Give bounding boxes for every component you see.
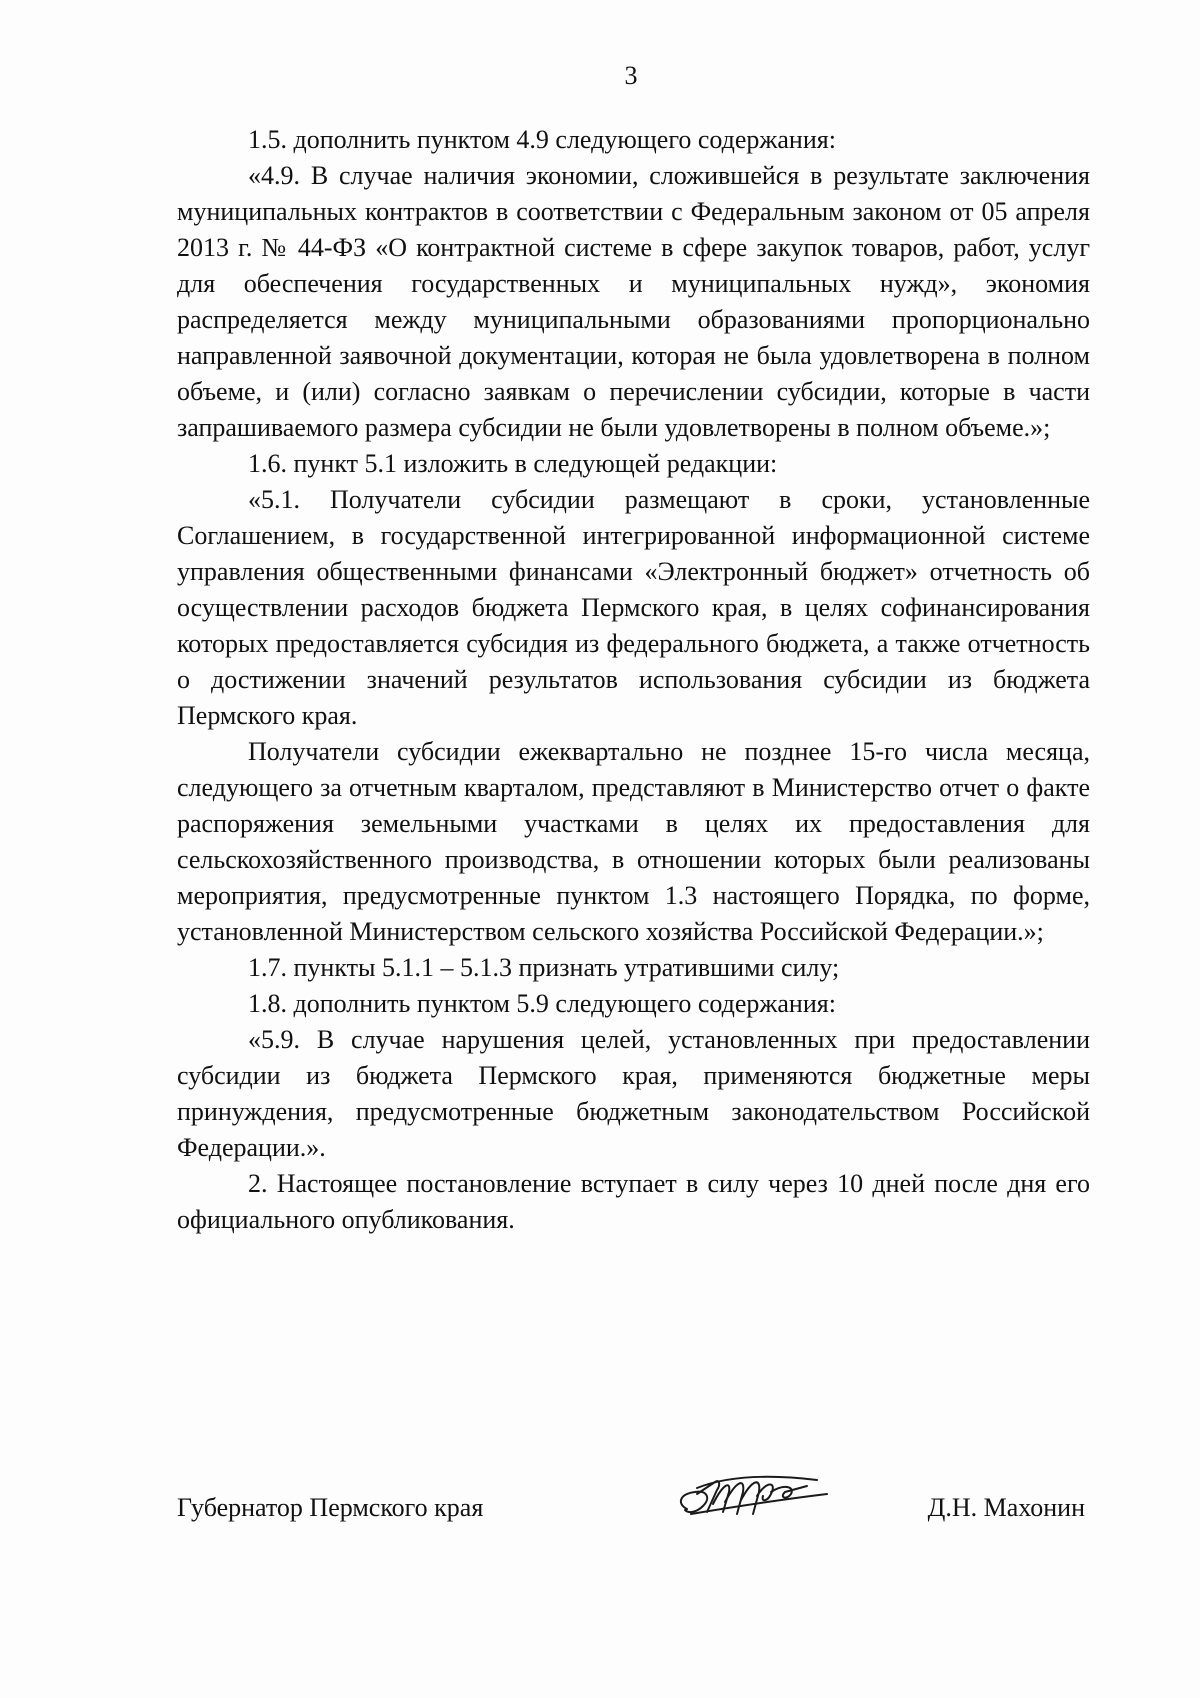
paragraph-1-5: 1.5. дополнить пунктом 4.9 следующего содержания: (248, 125, 836, 154)
paragraph-5-9: «5.9. В случае нарушения целей, установленных при предоставлении субсидии из бюджета Пермского края, применяются бюджетные меры принуждения, предусмотренные бюджетным законодательством Российской Федерации.». (177, 1025, 1090, 1162)
paragraph-4-9: «4.9. В случае наличия экономии, сложившейся в результате заключения муниципальных контрактов в соответствии с Федеральным законом от 05 апреля 2013 г. № 44-ФЗ «О контрактной системе в сфере закупок товаров, работ, услуг для обеспечения государственных и муниципальных нужд», экономия распределяется между муниципальными образованиями пропорционально направленной заявочной документации, которая не была удовлетворена в полном объеме, и (или) согласно заявкам о перечислении субсидии, которые в части запрашиваемого размера субсидии не были удовлетворены в полном объеме.»; (177, 161, 1090, 442)
paragraph-recipients-report: Получатели субсидии ежеквартально не позднее 15-го числа месяца, следующего за отчетным кварталом, представляют в Министерство отчет о факте распоряжения земельными участками в целях их предоставления для сельскохозяйственного производства, в отношении которых были реализованы мероприятия, предусмотренные пунктом 1.3 настоящего Порядка, по форме, установленной Министерством сельского хозяйства Российской Федерации.»; (177, 737, 1090, 946)
signatory-title: Губернатор Пермского края (177, 1493, 484, 1522)
signatory-name: Д.Н. Махонин (927, 1493, 1085, 1522)
handwritten-signature (667, 1464, 849, 1534)
signature-block (177, 1490, 1090, 1530)
document-body (177, 122, 1090, 1238)
paragraph-1-6: 1.6. пункт 5.1 изложить в следующей редакции: (248, 449, 778, 478)
paragraph-1-8: 1.8. дополнить пунктом 5.9 следующего содержания: (248, 989, 836, 1018)
page-number: 3 (624, 61, 638, 90)
paragraph-2-effective-date: 2. Настоящее постановление вступает в силу через 10 дней после дня его официального опубликования. (177, 1169, 1090, 1234)
paragraph-5-1: «5.1. Получатели субсидии размещают в сроки, установленные Соглашением, в государственной интегрированной информационной системе управления общественными финансами «Электронный бюджет» отчетность об осуществлении расходов бюджета Пермского края, в целях софинансирования которых предоставляется субсидия из федерального бюджета, а также отчетность о достижении значений результатов использования субсидии из бюджета Пермского края. (177, 485, 1090, 730)
paragraph-1-7: 1.7. пункты 5.1.1 – 5.1.3 признать утратившими силу; (248, 953, 840, 982)
